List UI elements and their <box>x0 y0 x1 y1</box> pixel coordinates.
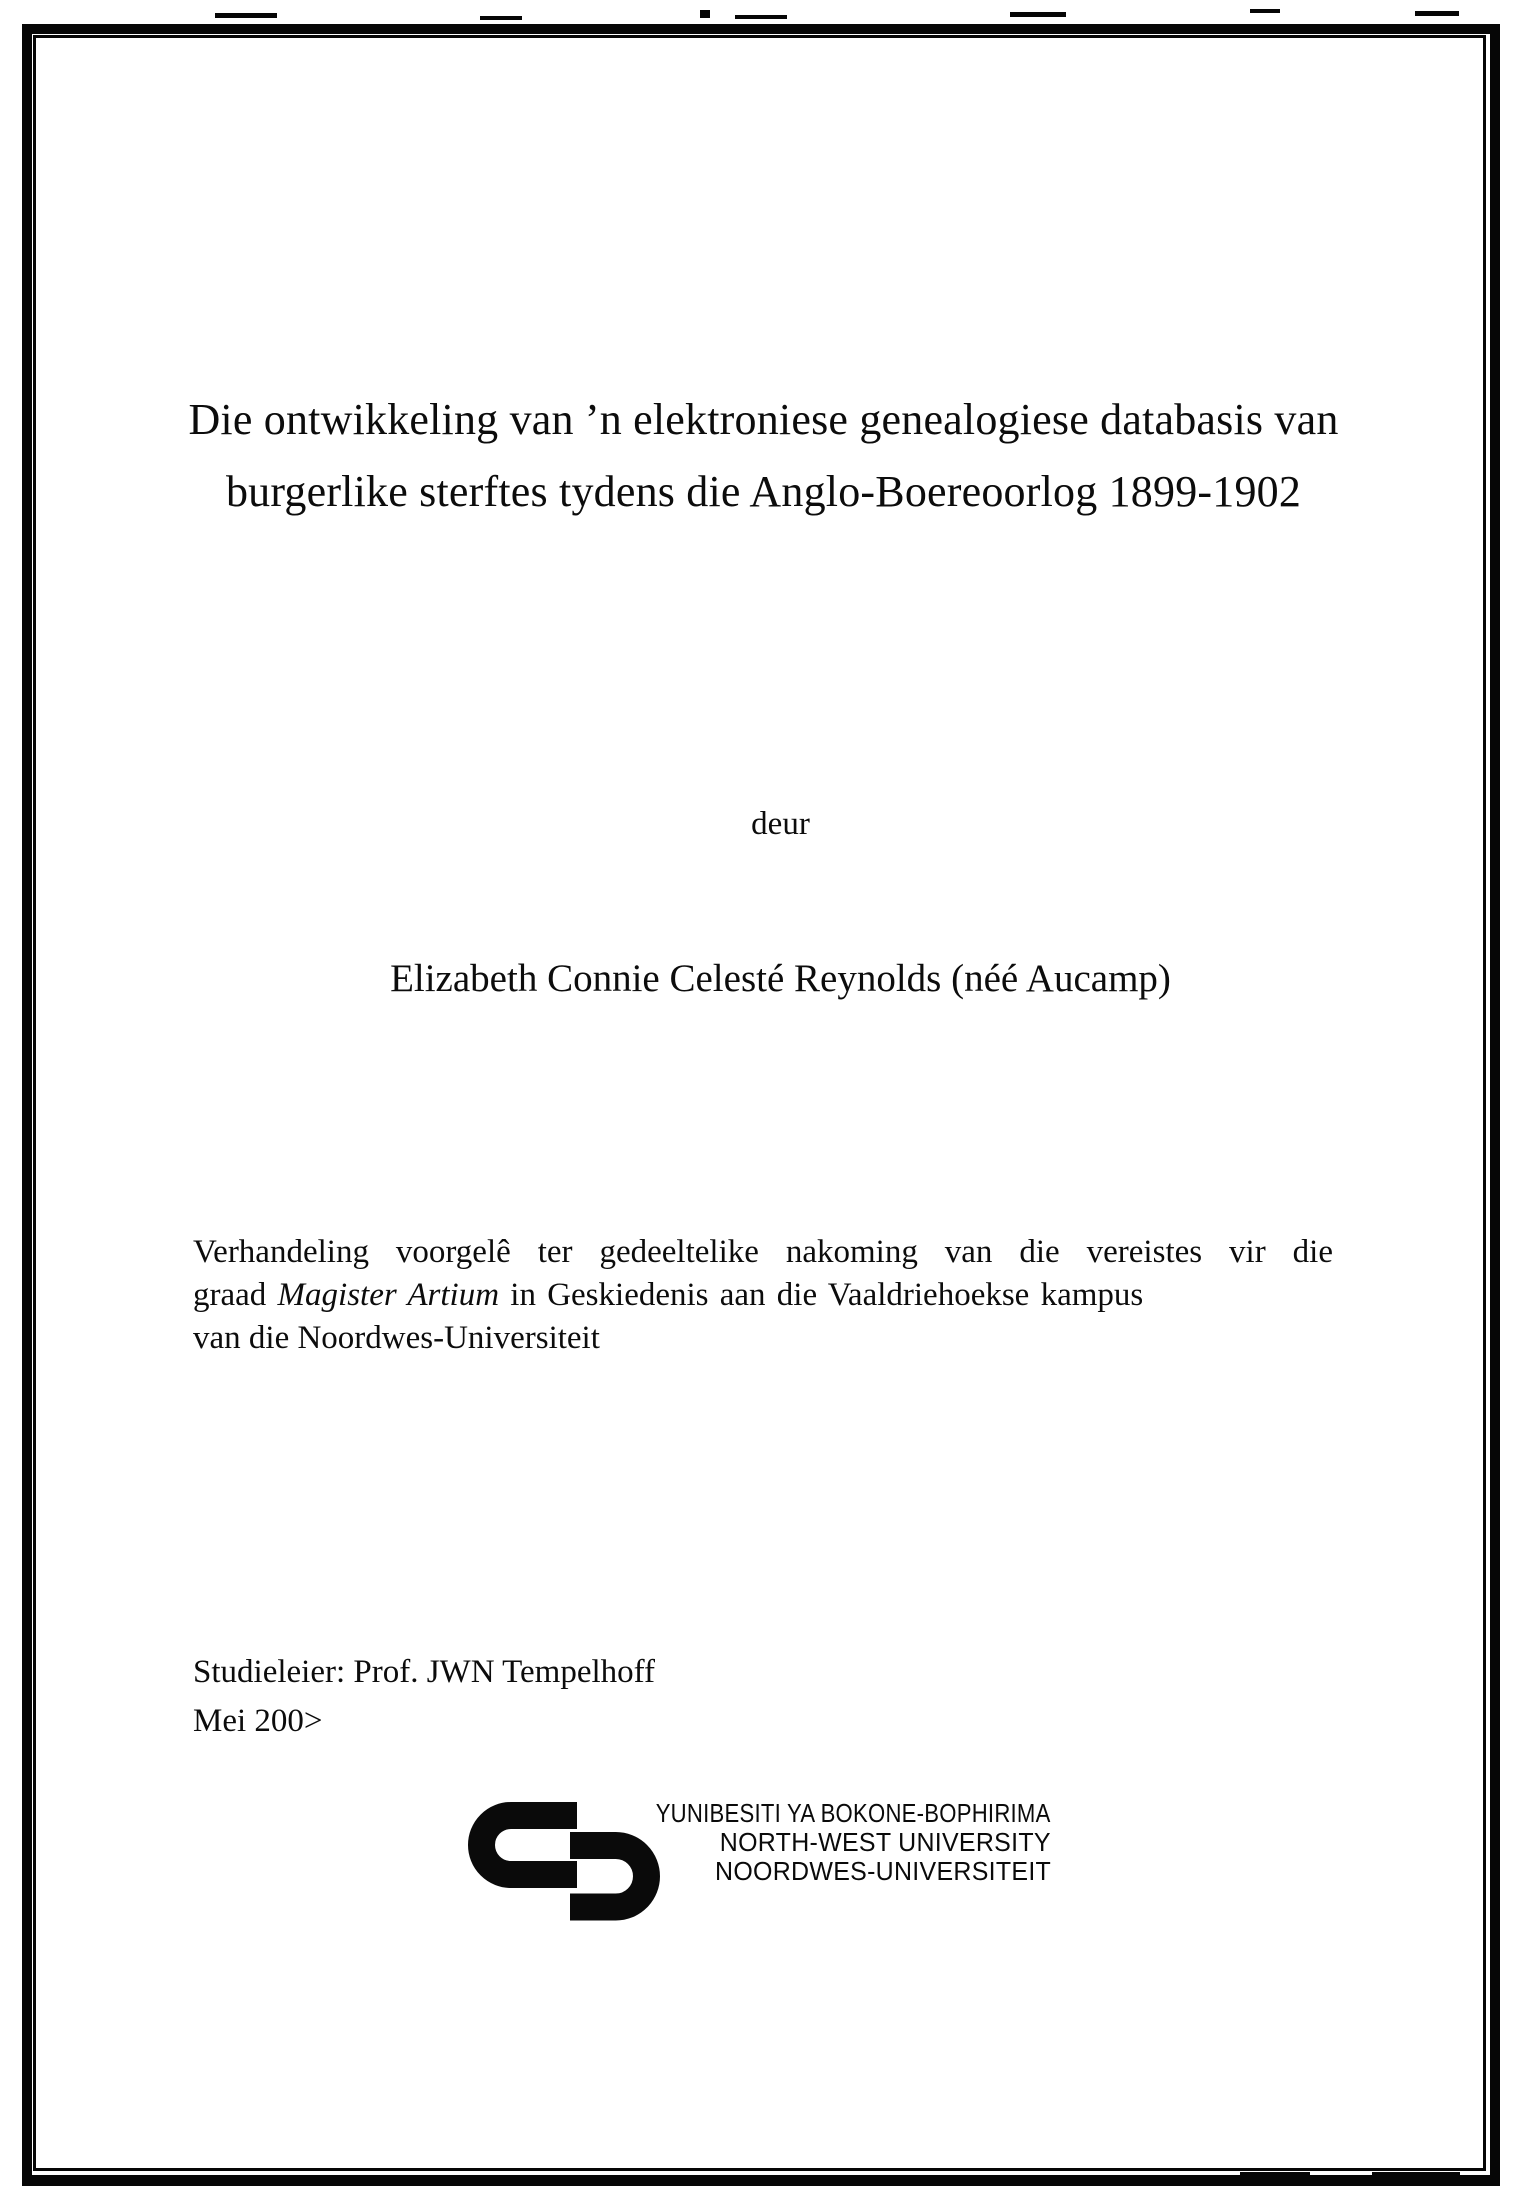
scan-artifact <box>1010 12 1066 17</box>
scan-artifact <box>700 10 710 18</box>
scan-artifact <box>735 15 787 19</box>
statement-line1: Verhandeling voorgelê ter gedeeltelike nakoming van die vereistes vir die <box>193 1234 1333 1270</box>
thesis-title-line2: burgerlike sterftes tydens die Anglo-Boereoorlog 1899-1902 <box>225 467 1302 516</box>
scan-artifact <box>1250 9 1280 13</box>
nwu-logo-line2: NORTH-WEST UNIVERSITY <box>719 1827 1051 1857</box>
statement-line3: van die Noordwes-Universiteit <box>193 1320 600 1356</box>
nwu-logo-line1: YUNIBESITI YA BOKONE-BOPHIRIMA <box>656 1798 1051 1828</box>
date-line: Mei 200> <box>193 1703 323 1739</box>
scan-artifact <box>1415 11 1459 16</box>
thesis-title-line1: Die ontwikkeling van ’n elektroniese genealogiese databasis van <box>188 395 1339 444</box>
submission-statement <box>193 1231 1333 1360</box>
statement-line2 <box>193 1274 1333 1317</box>
supervisor-block <box>193 1648 655 1746</box>
nwu-logo-line3: NOORDWES-UNIVERSITEIT <box>714 1856 1051 1886</box>
statement-degree-italic: Magister Artium <box>277 1277 500 1313</box>
scan-artifact <box>215 13 277 18</box>
author-name: Elizabeth Connie Celesté Reynolds (néé Aucamp) <box>390 957 1171 1000</box>
byline: deur <box>751 806 810 842</box>
scan-artifact <box>480 16 522 20</box>
statement-line2-post: in Geskiedenis aan die Vaaldriehoekse kampus <box>499 1277 1144 1313</box>
nwu-logo-text <box>585 1799 1051 1886</box>
thesis-title <box>120 384 1407 528</box>
statement-line2-pre: graad <box>193 1277 278 1313</box>
supervisor-line: Studieleier: Prof. JWN Tempelhoff <box>193 1654 656 1690</box>
